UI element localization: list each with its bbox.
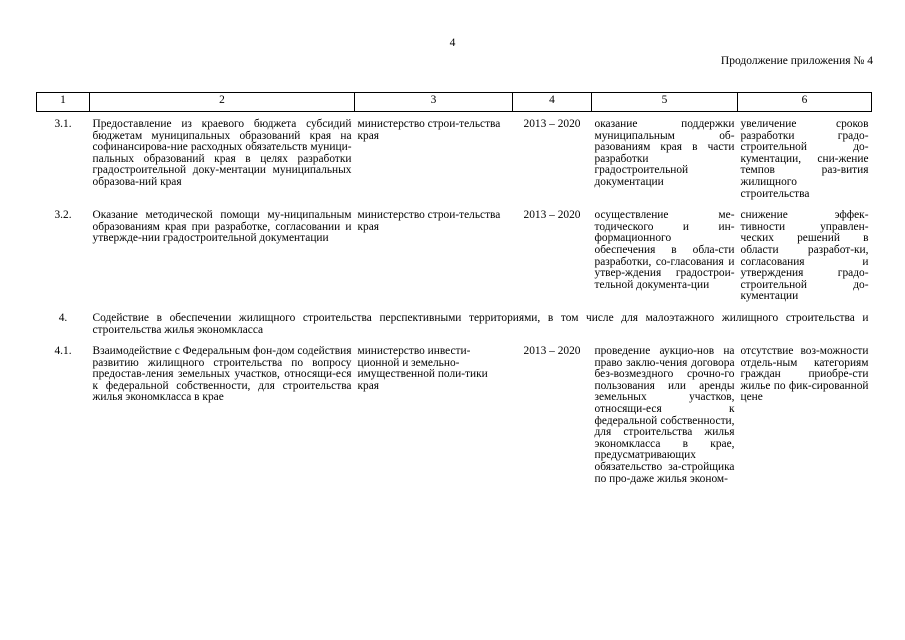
table-header-row bbox=[37, 93, 872, 112]
measure-content: оказание поддержки муниципальным об-разованиям края в части разработки градостроительной документации bbox=[594, 118, 735, 188]
section-title: Содействие в обеспечении жилищного строительства перспективными территориями, в том числе для малоэтажного жилищного строительства и строительства жилья экономкласса bbox=[92, 311, 869, 336]
column-header: 5 bbox=[592, 93, 738, 112]
table-row bbox=[37, 210, 872, 303]
measure-name: Оказание методической помощи му-ниципальным образованиям края при разработке, согласовании и утвержде-нии градостроительной документации bbox=[92, 209, 352, 245]
executor: министерство строи-тельства края bbox=[357, 118, 501, 142]
period: 2013 – 2020 bbox=[523, 345, 581, 358]
measures-table bbox=[36, 92, 872, 485]
column-header: 6 bbox=[738, 93, 872, 112]
row-number: 3.2. bbox=[54, 209, 72, 222]
executor: министерство строи-тельства края bbox=[357, 209, 501, 233]
executor: министерство инвести-ционной и земельно-имущественной поли-тики края bbox=[357, 345, 488, 392]
consequences: отсутствие воз-можности отдель-ным категориям граждан приобре-сти жилье по фик-сированной цене bbox=[740, 345, 869, 404]
table-row bbox=[37, 346, 872, 485]
measure-name: Взаимодействие с Федеральным фон-дом содействия развитию жилищного строительства по вопросу предостав-ления земельных участков, относящи-еся к федеральной собственности, для строительства жилья экономкласса в крае bbox=[92, 345, 352, 404]
row-number: 4.1. bbox=[54, 345, 72, 358]
table-row bbox=[37, 119, 872, 200]
column-header: 4 bbox=[513, 93, 592, 112]
consequences: увеличение сроков разработки градо-строительной до-кументации, сни-жение темпов раз-вития жилищного строительства bbox=[740, 118, 869, 200]
consequences: снижение эффек-тивности управлен-ческих решений в области разработ-ки, согласования и утверждения градо-строительной до-кументации bbox=[740, 209, 869, 303]
period: 2013 – 2020 bbox=[523, 209, 581, 222]
continuation-label: Продолжение приложения № 4 bbox=[720, 55, 873, 67]
measure-name: Предоставление из краевого бюджета субсидий бюджетам муниципальных образований края на софинансирова-ние расходных обязательств муници-пальных образований края в целях разработки градостроительной доку-ментации муниципальных образова-ний края bbox=[92, 118, 352, 188]
row-number: 3.1. bbox=[54, 118, 72, 130]
column-header: 1 bbox=[37, 93, 90, 112]
section-row bbox=[37, 313, 872, 336]
measure-content: осуществление ме-тодического и ин-формационного обеспечения в обла-сти разработки, со-гласования и утвер-ждения градострои-тельной документа-ции bbox=[594, 209, 735, 291]
section-number: 4. bbox=[58, 311, 68, 324]
column-header: 3 bbox=[355, 93, 513, 112]
period: 2013 – 2020 bbox=[523, 118, 581, 130]
column-header: 2 bbox=[90, 93, 355, 112]
measure-content: проведение аукцио-нов на право заклю-чения договора без-возмездного срочно-го пользования или аренды земельных участков, относящи-еся к федеральной собственности, для строительства жилья экономкласса в крае, предусматривающих обязательство за-стройщика по про-даже жилья эконом- bbox=[594, 345, 735, 485]
page-number: 4 bbox=[449, 37, 456, 49]
